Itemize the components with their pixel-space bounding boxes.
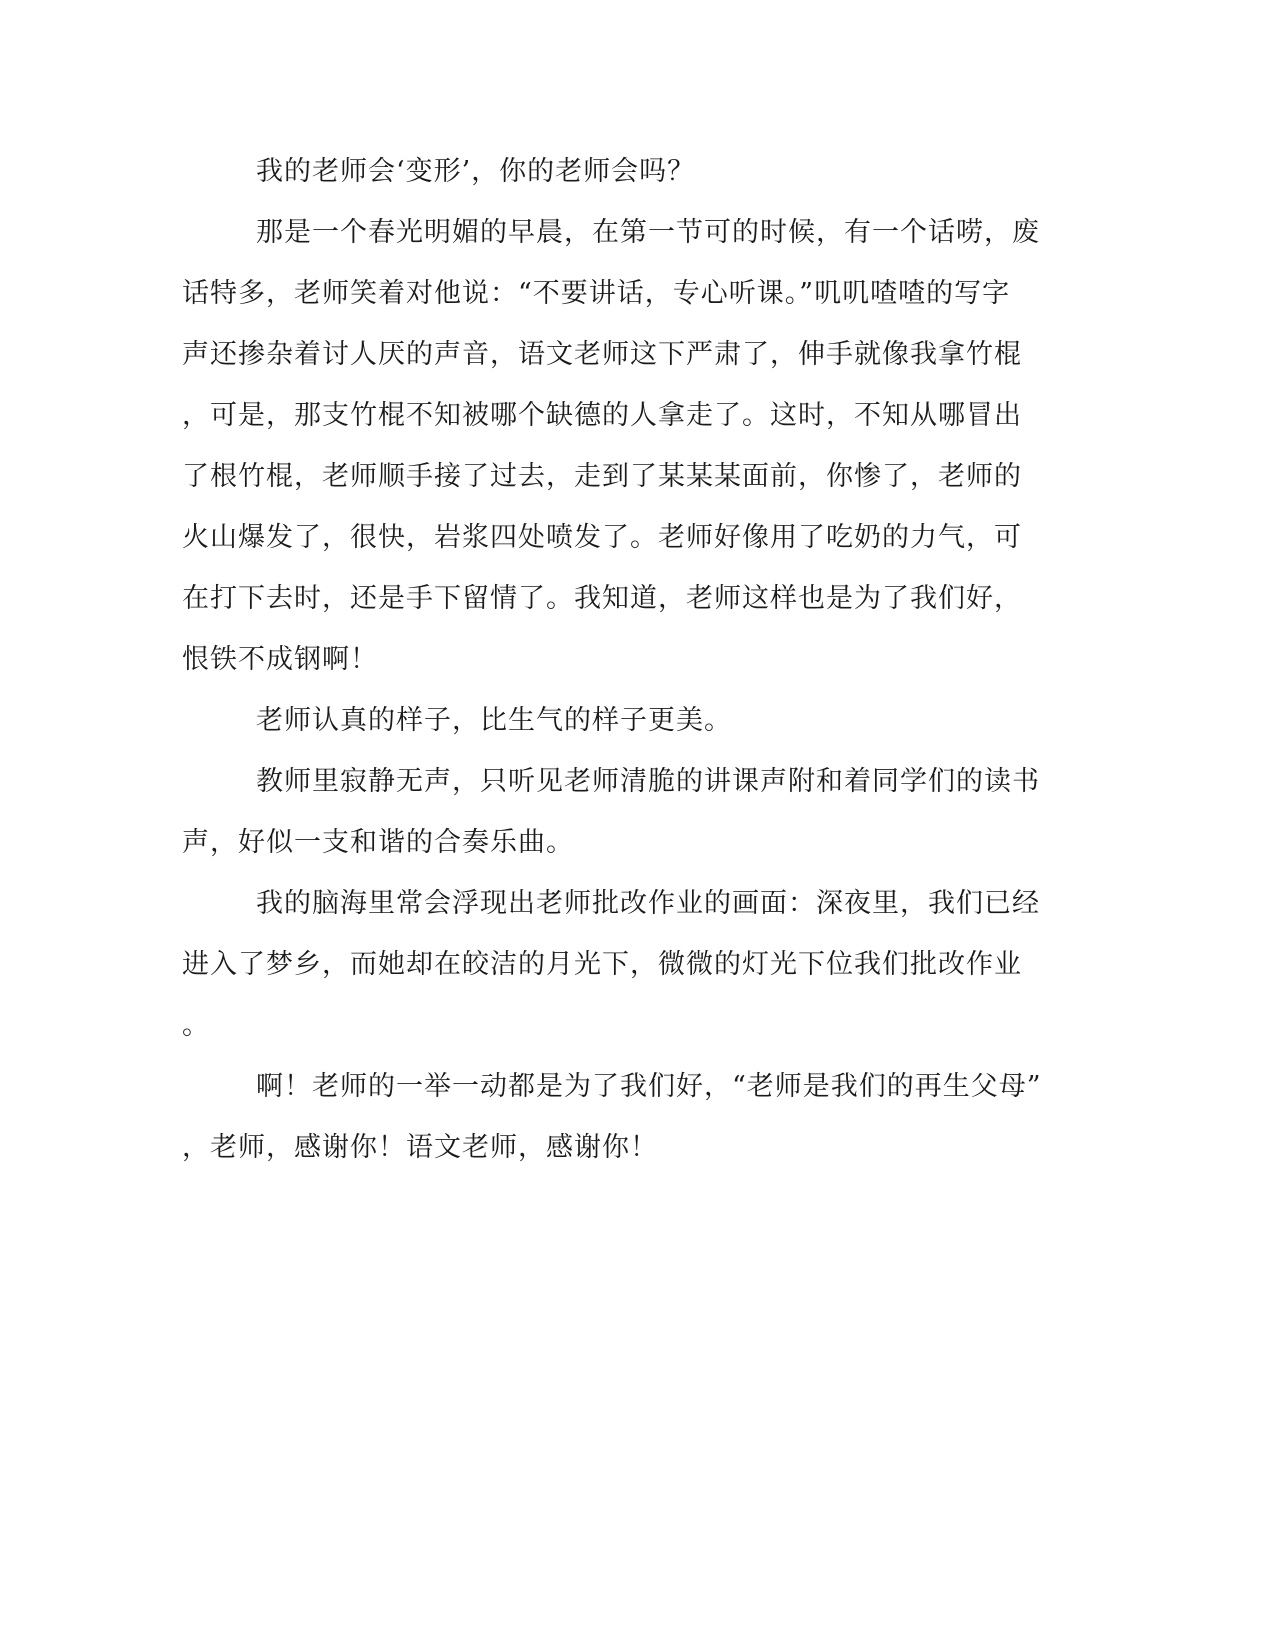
paragraph-line: 我的老师会‘变形’，你的老师会吗？ [256,156,696,187]
paragraph-line: 声，好似一支和谐的合奏乐曲。 [182,827,574,858]
paragraph-line: 声还掺杂着讨人厌的声音，语文老师这下严肃了，伸手就像我拿竹棍 [182,339,1022,370]
paragraph-line: 。 [182,1010,210,1041]
paragraph-line: 进入了梦乡，而她却在皎洁的月光下，微微的灯光下位我们批改作业 [182,949,1022,980]
paragraph-line: 我的脑海里常会浮现出老师批改作业的画面：深夜里，我们已经 [256,888,1040,919]
paragraph-line: 恨铁不成钢啊！ [182,644,378,675]
paragraph-line: 教师里寂静无声，只听见老师清脆的讲课声附和着同学们的读书 [256,766,1040,797]
paragraph-line: 那是一个春光明媚的早晨，在第一节可的时候，有一个话唠，废 [256,217,1040,248]
paragraph-line: 话特多，老师笑着对他说：“不要讲话，专心听课。”叽叽喳喳的写字 [182,278,1011,309]
paragraph-line: 啊！老师的一举一动都是为了我们好，“老师是我们的再生父母” [256,1071,1042,1102]
paragraph-line: 在打下去时，还是手下留情了。我知道，老师这样也是为了我们好， [182,583,1022,614]
paragraph-line: ，老师，感谢你！语文老师，感谢你！ [182,1132,658,1163]
paragraph-line: 老师认真的样子，比生气的样子更美。 [256,705,732,736]
paragraph-line: 火山爆发了，很快，岩浆四处喷发了。老师好像用了吃奶的力气，可 [182,522,1022,553]
document-body [182,156,1042,1193]
paragraph-line: 了根竹棍，老师顺手接了过去，走到了某某某面前，你惨了，老师的 [182,461,1022,492]
paragraph-line: ，可是，那支竹棍不知被哪个缺德的人拿走了。这时，不知从哪冒出 [182,400,1022,431]
